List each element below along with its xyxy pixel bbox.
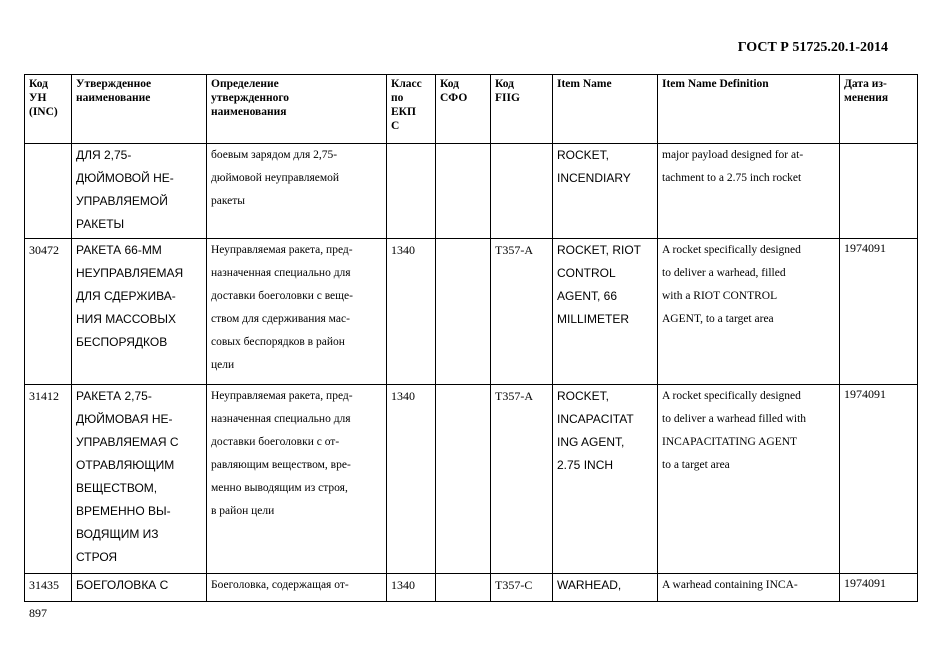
header-line: Код — [495, 78, 515, 90]
cell-definition — [207, 574, 387, 602]
header-line: С — [391, 120, 400, 132]
cell-line: ДЮЙМОВАЯ НЕ- — [76, 412, 173, 426]
header-line: Код — [29, 78, 49, 90]
cell-line: РАКЕТЫ — [76, 217, 125, 231]
cell-item-name — [553, 574, 658, 602]
page-number: 897 — [29, 606, 47, 620]
cell-line: в район цели — [211, 505, 275, 517]
cell-line: назначенная специально для — [211, 267, 351, 279]
cell-line: НИЯ МАССОВЫХ — [76, 312, 177, 326]
cell-line: A rocket specifically designed — [662, 390, 801, 402]
cell-item-definition — [658, 239, 840, 385]
header-line: FIIG — [495, 92, 520, 104]
cell-item-definition — [658, 385, 840, 574]
cell-line: цели — [211, 359, 235, 371]
header-line: Item Name — [557, 78, 612, 90]
cell-name — [72, 144, 207, 239]
cell-line: tachment to a 2.75 inch rocket — [662, 172, 802, 184]
table-row — [25, 144, 918, 239]
cell-line: to a target area — [662, 459, 730, 471]
cell-item-definition — [658, 144, 840, 239]
cell-fiig: T357-A — [491, 239, 553, 385]
cell-line: назначенная специально для — [211, 413, 351, 425]
header-line: УН — [29, 92, 47, 104]
header-col-item-name — [553, 75, 658, 144]
cell-line: 2.75 INCH — [557, 458, 614, 472]
table-row — [25, 239, 918, 385]
cell-definition — [207, 144, 387, 239]
cell-inc — [25, 144, 72, 239]
header-line: Определение — [211, 78, 279, 90]
cell-line: Неуправляемая ракета, пред- — [211, 390, 353, 402]
cell-name — [72, 239, 207, 385]
cell-line: ОТРАВЛЯЮЩИМ — [76, 458, 175, 472]
cell-fiig: T357-C — [491, 574, 553, 602]
cell-line: УПРАВЛЯЕМОЙ — [76, 194, 168, 208]
cell-line: РАКЕТА 2,75- — [76, 389, 152, 403]
cell-line: to deliver a warhead, filled — [662, 267, 786, 279]
header-line: наименование — [76, 92, 151, 104]
header-col-definition — [207, 75, 387, 144]
cell-line: major payload designed for at- — [662, 149, 804, 161]
header-col-sfo — [436, 75, 491, 144]
cell-line: ING AGENT, — [557, 435, 625, 449]
cell-class: 1340 — [387, 239, 436, 385]
cell-line: WARHEAD, — [557, 578, 622, 592]
cell-item-name — [553, 385, 658, 574]
cell-line: MILLIMETER — [557, 312, 630, 326]
header-line: Класс — [391, 78, 422, 90]
cell-line: доставки боеголовки с от- — [211, 436, 340, 448]
cell-inc: 30472 — [25, 239, 72, 385]
cell-line: ROCKET, — [557, 148, 610, 162]
cell-sfo — [436, 239, 491, 385]
cell-line: with a RIOT CONTROL — [662, 290, 778, 302]
cell-line: ВОДЯЩИМ ИЗ — [76, 527, 159, 541]
cell-line: БЕСПОРЯДКОВ — [76, 335, 168, 349]
cell-line: равляющим веществом, вре- — [211, 459, 351, 471]
header-line: СФО — [440, 92, 468, 104]
cell-date: 1974091 — [840, 385, 918, 574]
header-line: по — [391, 92, 404, 104]
cell-line: ством для сдерживания мас- — [211, 313, 350, 325]
cell-line: AGENT, to a target area — [662, 313, 774, 325]
cell-line: CONTROL — [557, 266, 616, 280]
header-line: Item Name Definition — [662, 78, 769, 90]
table-body — [25, 144, 918, 602]
cell-line: дюймовой неуправляемой — [211, 172, 340, 184]
nomenclature-table — [24, 74, 918, 602]
header-line: Код — [440, 78, 460, 90]
document-standard-number: ГОСТ Р 51725.20.1-2014 — [737, 40, 888, 55]
cell-class: 1340 — [387, 385, 436, 574]
cell-line: A warhead containing INCA- — [662, 579, 798, 591]
cell-line: ракеты — [211, 195, 246, 207]
cell-date — [840, 144, 918, 239]
cell-line: доставки боеголовки с веще- — [211, 290, 353, 302]
header-line: наименования — [211, 106, 287, 118]
header-line: менения — [844, 92, 889, 104]
cell-item-definition — [658, 574, 840, 602]
cell-sfo — [436, 144, 491, 239]
cell-inc: 31412 — [25, 385, 72, 574]
cell-line: ДЮЙМОВОЙ НЕ- — [76, 171, 174, 185]
cell-name — [72, 385, 207, 574]
cell-item-name — [553, 144, 658, 239]
cell-line: боевым зарядом для 2,75- — [211, 149, 338, 161]
cell-line: AGENT, 66 — [557, 289, 618, 303]
header-line: Дата из- — [844, 78, 887, 90]
cell-line: совых беспорядков в район — [211, 336, 345, 348]
cell-fiig — [491, 144, 553, 239]
cell-line: менно выводящим из строя, — [211, 482, 348, 494]
cell-definition — [207, 385, 387, 574]
cell-line: ROCKET, RIOT — [557, 243, 642, 257]
header-line: утвержденного — [211, 92, 290, 104]
cell-class — [387, 144, 436, 239]
header-col-class — [387, 75, 436, 144]
cell-line: ROCKET, — [557, 389, 610, 403]
cell-line: Боеголовка, содержащая от- — [211, 579, 349, 591]
cell-class: 1340 — [387, 574, 436, 602]
header-col-date — [840, 75, 918, 144]
header-col-fiig — [491, 75, 553, 144]
cell-definition — [207, 239, 387, 385]
header-line: ЕКП — [391, 106, 416, 118]
cell-line: ДЛЯ 2,75- — [76, 148, 132, 162]
cell-line: INCAPACITAT — [557, 412, 634, 426]
cell-line: НЕУПРАВЛЯЕМАЯ — [76, 266, 184, 280]
cell-line: РАКЕТА 66-ММ — [76, 243, 162, 257]
cell-line: ВЕЩЕСТВОМ, — [76, 481, 158, 495]
cell-line: УПРАВЛЯЕМАЯ С — [76, 435, 179, 449]
cell-date: 1974091 — [840, 574, 918, 602]
cell-sfo — [436, 385, 491, 574]
cell-sfo — [436, 574, 491, 602]
cell-fiig: T357-A — [491, 385, 553, 574]
cell-line: A rocket specifically designed — [662, 244, 801, 256]
cell-line: СТРОЯ — [76, 550, 118, 564]
cell-line: Неуправляемая ракета, пред- — [211, 244, 353, 256]
header-col-item-definition — [658, 75, 840, 144]
header-col-inc — [25, 75, 72, 144]
table-header-row — [25, 75, 918, 144]
cell-item-name — [553, 239, 658, 385]
table-row — [25, 385, 918, 574]
cell-date: 1974091 — [840, 239, 918, 385]
cell-line: БОЕГОЛОВКА С — [76, 578, 169, 592]
header-line: Утвержденное — [76, 78, 152, 90]
header-col-name — [72, 75, 207, 144]
table-row — [25, 574, 918, 602]
cell-line: to deliver a warhead filled with — [662, 413, 807, 425]
header-line: (INC) — [29, 106, 58, 118]
cell-name — [72, 574, 207, 602]
cell-line: INCAPACITATING AGENT — [662, 436, 798, 448]
cell-line: ДЛЯ СДЕРЖИВА- — [76, 289, 176, 303]
cell-line: INCENDIARY — [557, 171, 631, 185]
cell-inc: 31435 — [25, 574, 72, 602]
cell-line: ВРЕМЕННО ВЫ- — [76, 504, 171, 518]
